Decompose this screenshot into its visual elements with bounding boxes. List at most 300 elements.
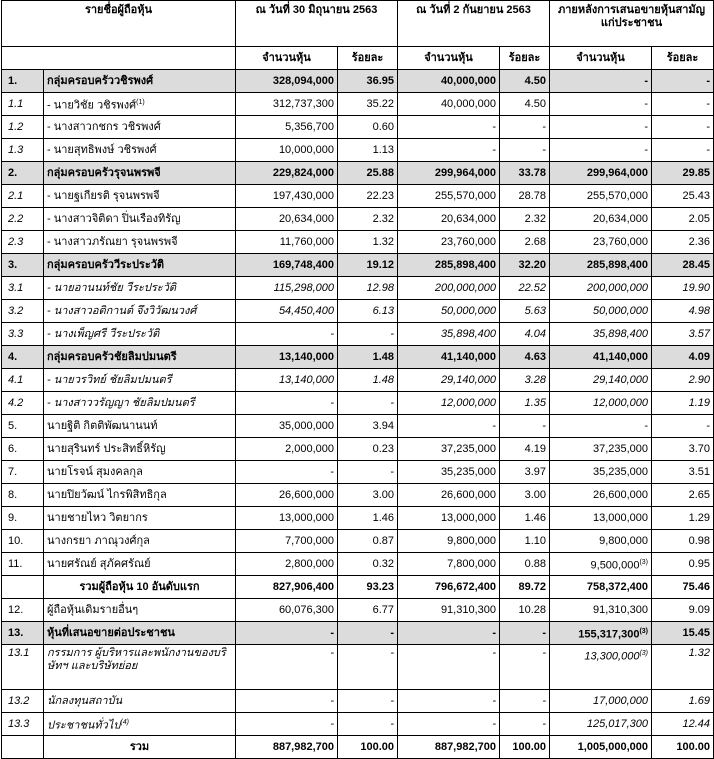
table-row xyxy=(2,300,714,323)
shares-jun-2563-text: 2,000,000 xyxy=(285,442,334,455)
row-number xyxy=(2,392,44,415)
row-number-text: 2.2 xyxy=(8,212,24,225)
percent-jun-2563 xyxy=(338,507,398,530)
shares-sep-2563-text: - xyxy=(492,626,496,639)
percent-post-ipo xyxy=(652,346,714,369)
shares-jun-2563-text: - xyxy=(330,396,334,409)
percent-post-ipo xyxy=(652,277,714,300)
header-shareholder-name: รายชื่อผู้ถือหุ้น xyxy=(2,1,236,47)
percent-jun-2563-text: - xyxy=(390,465,394,478)
shares-post-ipo-text: 255,570,000 xyxy=(586,189,649,202)
percent-sep-2563 xyxy=(500,690,550,713)
shares-sep-2563-text: - xyxy=(492,717,496,730)
row-number-text: 3.2 xyxy=(8,304,24,317)
shares-sep-2563-text: 35,235,000 xyxy=(440,465,496,478)
row-number xyxy=(2,599,44,622)
shares-jun-2563 xyxy=(236,93,338,116)
percent-sep-2563-text: 4.63 xyxy=(524,350,547,363)
shares-sep-2563-text: 40,000,000 xyxy=(440,97,496,110)
percent-sep-2563-text: - xyxy=(542,626,547,639)
row-number-text: 8. xyxy=(8,488,18,501)
shareholder-name-text: หุ้นที่เสนอขายต่อประชาชน xyxy=(47,626,175,639)
percent-post-ipo-text: 1.69 xyxy=(688,694,711,707)
shares-sep-2563 xyxy=(398,323,500,346)
percent-sep-2563-text: 28.78 xyxy=(518,189,547,202)
row-number-text: 12. xyxy=(8,603,24,616)
table-row xyxy=(2,484,714,507)
table-row xyxy=(2,438,714,461)
percent-jun-2563 xyxy=(338,553,398,576)
percent-post-ipo-text: 3.51 xyxy=(688,465,711,478)
shares-sep-2563-text: 13,000,000 xyxy=(440,511,496,524)
percent-jun-2563 xyxy=(338,162,398,185)
percent-post-ipo-text: 1.32 xyxy=(688,647,711,659)
shares-jun-2563-text: 887,982,700 xyxy=(272,740,334,753)
shareholder-name xyxy=(44,139,236,162)
percent-sep-2563-text: - xyxy=(542,419,547,432)
shareholder-name-text: กลุ่มครอบครัวรุจนพรพจี xyxy=(47,166,161,179)
row-number xyxy=(2,415,44,438)
shares-jun-2563 xyxy=(236,645,338,690)
table-row xyxy=(2,415,714,438)
percent-post-ipo-text: 2.90 xyxy=(688,373,711,386)
percent-post-ipo xyxy=(652,599,714,622)
percent-jun-2563-text: 1.48 xyxy=(372,350,394,363)
percent-jun-2563 xyxy=(338,645,398,690)
percent-sep-2563-text: 89.72 xyxy=(518,580,547,593)
shares-post-ipo-text: 23,760,000 xyxy=(592,235,649,248)
percent-jun-2563 xyxy=(338,484,398,507)
shares-jun-2563-text: 7,700,000 xyxy=(285,534,334,547)
shares-sep-2563 xyxy=(398,277,500,300)
row-number xyxy=(2,323,44,346)
shares-sep-2563 xyxy=(398,369,500,392)
shareholder-name xyxy=(44,231,236,254)
shares-post-ipo xyxy=(550,93,652,116)
shares-sep-2563-text: 255,570,000 xyxy=(434,189,496,202)
percent-post-ipo-text: 1.19 xyxy=(688,396,711,409)
percent-post-ipo xyxy=(652,461,714,484)
shareholder-name-text: ประชาชนทั่วไป xyxy=(47,719,121,732)
shares-jun-2563 xyxy=(236,162,338,185)
shares-post-ipo-text: 13,000,000 xyxy=(592,511,649,524)
row-number-text: 13.3 xyxy=(8,717,30,730)
percent-post-ipo-text: 4.98 xyxy=(688,304,711,317)
shares-jun-2563-text: - xyxy=(330,694,334,707)
shares-jun-2563-text: - xyxy=(330,717,334,730)
shares-sep-2563 xyxy=(398,690,500,713)
shares-sep-2563 xyxy=(398,185,500,208)
shares-sep-2563 xyxy=(398,553,500,576)
percent-sep-2563 xyxy=(500,277,550,300)
shares-jun-2563 xyxy=(236,530,338,553)
shares-jun-2563-text: - xyxy=(330,626,334,639)
percent-jun-2563 xyxy=(338,277,398,300)
row-number-text: 1.2 xyxy=(8,120,24,133)
shares-jun-2563-text: 11,760,000 xyxy=(279,235,334,248)
shares-jun-2563 xyxy=(236,576,338,599)
percent-jun-2563 xyxy=(338,392,398,415)
percent-sep-2563-text: 22.52 xyxy=(518,281,547,294)
shares-jun-2563-text: 827,906,400 xyxy=(272,580,334,593)
shares-sep-2563-text: 7,800,000 xyxy=(447,557,496,570)
table-body xyxy=(2,70,714,759)
percent-sep-2563 xyxy=(500,415,550,438)
percent-jun-2563 xyxy=(338,254,398,277)
shares-sep-2563 xyxy=(398,231,500,254)
percent-sep-2563 xyxy=(500,713,550,736)
shareholder-name xyxy=(44,690,236,713)
header-period-2: ณ วันที่ 2 กันยายน 2563 xyxy=(398,1,550,47)
percent-post-ipo-text: 29.85 xyxy=(682,166,711,179)
footnote-marker: (3) xyxy=(639,627,649,635)
percent-post-ipo-text: - xyxy=(706,74,711,87)
shares-post-ipo xyxy=(550,713,652,736)
shares-post-ipo xyxy=(550,645,652,690)
percent-sep-2563 xyxy=(500,323,550,346)
shareholder-name xyxy=(44,438,236,461)
table-row xyxy=(2,346,714,369)
row-number-text: 10. xyxy=(8,534,24,547)
shares-post-ipo xyxy=(550,323,652,346)
row-number xyxy=(2,736,44,759)
percent-post-ipo xyxy=(652,185,714,208)
row-number-text: 2. xyxy=(8,166,18,179)
row-number-text: 5. xyxy=(8,419,18,432)
percent-jun-2563 xyxy=(338,438,398,461)
shares-jun-2563 xyxy=(236,185,338,208)
row-number xyxy=(2,185,44,208)
shares-jun-2563-text: 13,000,000 xyxy=(278,511,334,524)
table-row xyxy=(2,277,714,300)
percent-post-ipo-text: 3.70 xyxy=(688,442,711,455)
shares-post-ipo xyxy=(550,622,652,645)
header-shares-2: จำนวนหุ้น xyxy=(398,47,500,70)
shares-jun-2563-text: 13,140,000 xyxy=(278,373,334,386)
shares-post-ipo-text: 758,372,400 xyxy=(586,580,649,593)
shareholder-name-text: - นางสาวอติกานต์ จึงวิวัฒนวงศ์ xyxy=(47,304,197,317)
shareholder-name xyxy=(44,185,236,208)
percent-sep-2563-text: 33.78 xyxy=(518,166,547,179)
percent-sep-2563-text: 5.63 xyxy=(524,304,547,317)
shareholder-name xyxy=(44,93,236,116)
percent-jun-2563 xyxy=(338,323,398,346)
percent-sep-2563 xyxy=(500,461,550,484)
percent-post-ipo-text: - xyxy=(706,120,711,133)
shares-jun-2563 xyxy=(236,484,338,507)
percent-sep-2563-text: 4.04 xyxy=(524,327,547,340)
percent-post-ipo xyxy=(652,162,714,185)
shares-post-ipo xyxy=(550,415,652,438)
table-row xyxy=(2,645,714,690)
row-number xyxy=(2,438,44,461)
percent-jun-2563-text: 93.23 xyxy=(366,580,394,593)
percent-post-ipo-text: 2.36 xyxy=(688,235,711,248)
percent-post-ipo-text: 0.98 xyxy=(688,534,711,547)
shares-post-ipo-text: 1,005,000,000 xyxy=(577,740,649,753)
shares-sep-2563-text: 299,964,000 xyxy=(434,166,496,179)
percent-sep-2563 xyxy=(500,369,550,392)
row-number xyxy=(2,690,44,713)
shares-sep-2563 xyxy=(398,713,500,736)
shares-jun-2563-text: 20,634,000 xyxy=(278,212,334,225)
shares-post-ipo xyxy=(550,461,652,484)
percent-post-ipo-text: 75.46 xyxy=(682,580,711,593)
percent-sep-2563-text: - xyxy=(542,717,547,730)
percent-sep-2563-text: 10.28 xyxy=(518,603,547,616)
shares-sep-2563 xyxy=(398,484,500,507)
percent-jun-2563-text: - xyxy=(390,647,394,659)
shares-post-ipo-text: - xyxy=(644,419,649,432)
percent-post-ipo xyxy=(652,736,714,759)
shares-post-ipo xyxy=(550,208,652,231)
shareholder-name xyxy=(44,530,236,553)
shares-sep-2563-text: - xyxy=(492,120,496,133)
shares-post-ipo-text: 37,235,000 xyxy=(592,442,649,455)
percent-post-ipo xyxy=(652,438,714,461)
percent-sep-2563 xyxy=(500,139,550,162)
percent-post-ipo-text: 3.57 xyxy=(688,327,711,340)
shares-jun-2563-text: 2,800,000 xyxy=(285,557,334,570)
percent-sep-2563-text: 1.10 xyxy=(524,534,547,547)
shares-post-ipo xyxy=(550,185,652,208)
header-shares-3: จำนวนหุ้น xyxy=(550,47,652,70)
header-row-sub xyxy=(2,47,714,70)
table-row xyxy=(2,139,714,162)
shares-jun-2563 xyxy=(236,690,338,713)
row-number xyxy=(2,484,44,507)
shares-sep-2563-text: 23,760,000 xyxy=(440,235,496,248)
percent-post-ipo-text: 12.44 xyxy=(682,717,711,730)
shares-sep-2563 xyxy=(398,736,500,759)
percent-sep-2563 xyxy=(500,392,550,415)
shares-post-ipo xyxy=(550,576,652,599)
shares-post-ipo xyxy=(550,484,652,507)
shareholder-name-text: นางกรยา ภาณุวงศ์กุล xyxy=(47,534,150,547)
shares-sep-2563 xyxy=(398,392,500,415)
shareholder-name-text: - นายอานนท์ชัย วีระประวัติ xyxy=(47,281,177,294)
shares-jun-2563 xyxy=(236,300,338,323)
percent-sep-2563-text: 1.46 xyxy=(524,511,547,524)
shareholder-name-text: - นางสาววรัญญา ชัยลิมปมนตรี xyxy=(47,396,195,409)
percent-jun-2563 xyxy=(338,461,398,484)
shares-sep-2563 xyxy=(398,208,500,231)
shares-sep-2563 xyxy=(398,139,500,162)
row-number xyxy=(2,713,44,736)
percent-sep-2563 xyxy=(500,507,550,530)
row-number xyxy=(2,162,44,185)
row-number xyxy=(2,254,44,277)
percent-post-ipo-text: 9.09 xyxy=(688,603,711,616)
percent-jun-2563-text: 1.13 xyxy=(372,143,394,156)
percent-sep-2563-text: - xyxy=(542,143,547,156)
shares-post-ipo xyxy=(550,231,652,254)
percent-jun-2563-text: 1.32 xyxy=(372,235,394,248)
row-number xyxy=(2,231,44,254)
shares-sep-2563-text: 200,000,000 xyxy=(434,281,496,294)
shareholder-name xyxy=(44,507,236,530)
percent-sep-2563-text: 4.50 xyxy=(524,97,547,110)
percent-jun-2563-text: - xyxy=(390,626,394,639)
header-percent-1: ร้อยละ xyxy=(338,47,398,70)
header-percent-2: ร้อยละ xyxy=(500,47,550,70)
shares-post-ipo-text: 9,800,000 xyxy=(599,534,649,547)
row-number-text: 9. xyxy=(8,511,18,524)
shares-sep-2563 xyxy=(398,254,500,277)
shares-sep-2563 xyxy=(398,93,500,116)
percent-jun-2563 xyxy=(338,346,398,369)
percent-sep-2563 xyxy=(500,530,550,553)
shares-sep-2563 xyxy=(398,645,500,690)
shares-post-ipo xyxy=(550,530,652,553)
percent-jun-2563 xyxy=(338,208,398,231)
shareholder-name xyxy=(44,484,236,507)
header-period-3: ภายหลังการเสนอขายหุ้นสามัญแก่ประชาชน xyxy=(550,1,714,47)
percent-post-ipo xyxy=(652,507,714,530)
percent-post-ipo xyxy=(652,116,714,139)
percent-jun-2563 xyxy=(338,736,398,759)
shareholder-name-text: - นางสาวกชกร วชิรพงศ์ xyxy=(47,120,161,133)
shares-sep-2563 xyxy=(398,346,500,369)
percent-sep-2563 xyxy=(500,93,550,116)
shares-sep-2563-text: 285,898,400 xyxy=(434,258,496,271)
row-number xyxy=(2,507,44,530)
row-number-text: 11. xyxy=(8,557,23,570)
shares-sep-2563 xyxy=(398,438,500,461)
percent-sep-2563-text: 3.00 xyxy=(524,488,547,501)
shares-post-ipo xyxy=(550,162,652,185)
shares-sep-2563 xyxy=(398,622,500,645)
row-number xyxy=(2,530,44,553)
percent-jun-2563-text: - xyxy=(390,327,394,340)
table-row xyxy=(2,392,714,415)
percent-sep-2563-text: 0.88 xyxy=(524,557,547,570)
shares-sep-2563 xyxy=(398,507,500,530)
percent-post-ipo-text: - xyxy=(706,419,711,432)
percent-post-ipo xyxy=(652,139,714,162)
percent-post-ipo-text: 15.45 xyxy=(682,626,711,639)
shareholder-name xyxy=(44,713,236,736)
shares-post-ipo xyxy=(550,70,652,93)
row-number-text: 13.2 xyxy=(8,694,30,707)
shareholder-name-text: - นางเพ็ญศรี วีระประวัติ xyxy=(47,327,160,340)
percent-post-ipo-text: 28.45 xyxy=(682,258,711,271)
percent-sep-2563 xyxy=(500,645,550,690)
shares-post-ipo-text: 50,000,000 xyxy=(592,304,649,317)
shares-post-ipo-text: 155,317,300 xyxy=(578,628,640,641)
row-number-text: 13.1 xyxy=(8,647,30,659)
percent-jun-2563-text: 0.23 xyxy=(372,442,394,455)
percent-post-ipo-text: - xyxy=(706,97,711,110)
table-row xyxy=(2,208,714,231)
table-row xyxy=(2,254,714,277)
shareholder-name xyxy=(44,392,236,415)
shareholder-name-text: - นายวรวิทย์ ชัยลิมปมนตรี xyxy=(47,373,172,386)
table-row xyxy=(2,553,714,576)
shares-jun-2563-text: 10,000,000 xyxy=(278,143,334,156)
shareholder-name-text: นายโรจน์ สุมงคลกุล xyxy=(47,465,143,478)
percent-jun-2563-text: 3.94 xyxy=(372,419,394,432)
shareholder-name-text: - นางสาวภรัณยา รุจนพรพจี xyxy=(47,235,178,248)
shares-post-ipo-text: 285,898,400 xyxy=(586,258,649,271)
percent-jun-2563 xyxy=(338,576,398,599)
percent-post-ipo xyxy=(652,484,714,507)
percent-post-ipo-text: 4.09 xyxy=(688,350,711,363)
row-number-text: 1. xyxy=(8,74,18,87)
percent-jun-2563 xyxy=(338,70,398,93)
shares-jun-2563 xyxy=(236,116,338,139)
row-number-text: 4.2 xyxy=(8,396,24,409)
shares-jun-2563 xyxy=(236,438,338,461)
shares-jun-2563-text: 60,076,300 xyxy=(278,603,334,616)
percent-sep-2563-text: 100.00 xyxy=(512,740,547,753)
percent-jun-2563 xyxy=(338,713,398,736)
shares-sep-2563 xyxy=(398,116,500,139)
shares-jun-2563-text: 229,824,000 xyxy=(272,166,334,179)
table-row xyxy=(2,231,714,254)
shares-post-ipo xyxy=(550,736,652,759)
shares-jun-2563 xyxy=(236,346,338,369)
shareholder-name-text: กลุ่มครอบครัววชิรพงศ์ xyxy=(47,74,154,87)
shares-jun-2563-text: - xyxy=(330,465,334,478)
table-row xyxy=(2,323,714,346)
percent-post-ipo xyxy=(652,553,714,576)
shares-jun-2563-text: 13,140,000 xyxy=(278,350,334,363)
shareholder-name-text: กลุ่มครอบครัววีระประวัติ xyxy=(47,258,165,271)
shares-jun-2563 xyxy=(236,736,338,759)
percent-post-ipo xyxy=(652,690,714,713)
shareholder-name xyxy=(44,254,236,277)
percent-post-ipo-text: - xyxy=(706,143,711,156)
percent-post-ipo xyxy=(652,208,714,231)
percent-sep-2563 xyxy=(500,599,550,622)
shares-sep-2563-text: 50,000,000 xyxy=(440,304,496,317)
row-number xyxy=(2,461,44,484)
shares-sep-2563-text: - xyxy=(492,143,496,156)
shares-post-ipo xyxy=(550,507,652,530)
percent-post-ipo xyxy=(652,645,714,690)
row-number-text: 1.3 xyxy=(8,143,24,156)
shares-sep-2563-text: 887,982,700 xyxy=(434,740,496,753)
shareholder-name-text: นายชายไหว วิตยากร xyxy=(47,511,148,524)
shares-sep-2563 xyxy=(398,530,500,553)
percent-jun-2563-text: 36.95 xyxy=(366,74,394,87)
shares-jun-2563-text: 312,737,300 xyxy=(272,97,334,110)
shares-sep-2563-text: 12,000,000 xyxy=(440,396,496,409)
shares-jun-2563 xyxy=(236,139,338,162)
row-number xyxy=(2,553,44,576)
row-number-text: 6. xyxy=(8,442,18,455)
shareholder-table xyxy=(1,0,714,759)
shareholder-name-text: ผู้ถือหุ้นเดิมรายอื่นๆ xyxy=(47,603,139,616)
percent-jun-2563-text: - xyxy=(390,694,394,707)
shares-sep-2563-text: 26,600,000 xyxy=(440,488,496,501)
shares-jun-2563 xyxy=(236,369,338,392)
percent-sep-2563 xyxy=(500,622,550,645)
shares-sep-2563-text: 40,000,000 xyxy=(440,74,496,87)
percent-sep-2563 xyxy=(500,185,550,208)
percent-sep-2563 xyxy=(500,438,550,461)
shares-jun-2563 xyxy=(236,622,338,645)
row-number-text: 4.1 xyxy=(8,373,24,386)
percent-jun-2563 xyxy=(338,599,398,622)
percent-jun-2563-text: 35.22 xyxy=(366,97,394,110)
shares-jun-2563-text: - xyxy=(330,647,334,659)
shares-jun-2563 xyxy=(236,553,338,576)
shareholder-name xyxy=(44,622,236,645)
table-row xyxy=(2,93,714,116)
footnote-marker: (3) xyxy=(639,650,649,657)
